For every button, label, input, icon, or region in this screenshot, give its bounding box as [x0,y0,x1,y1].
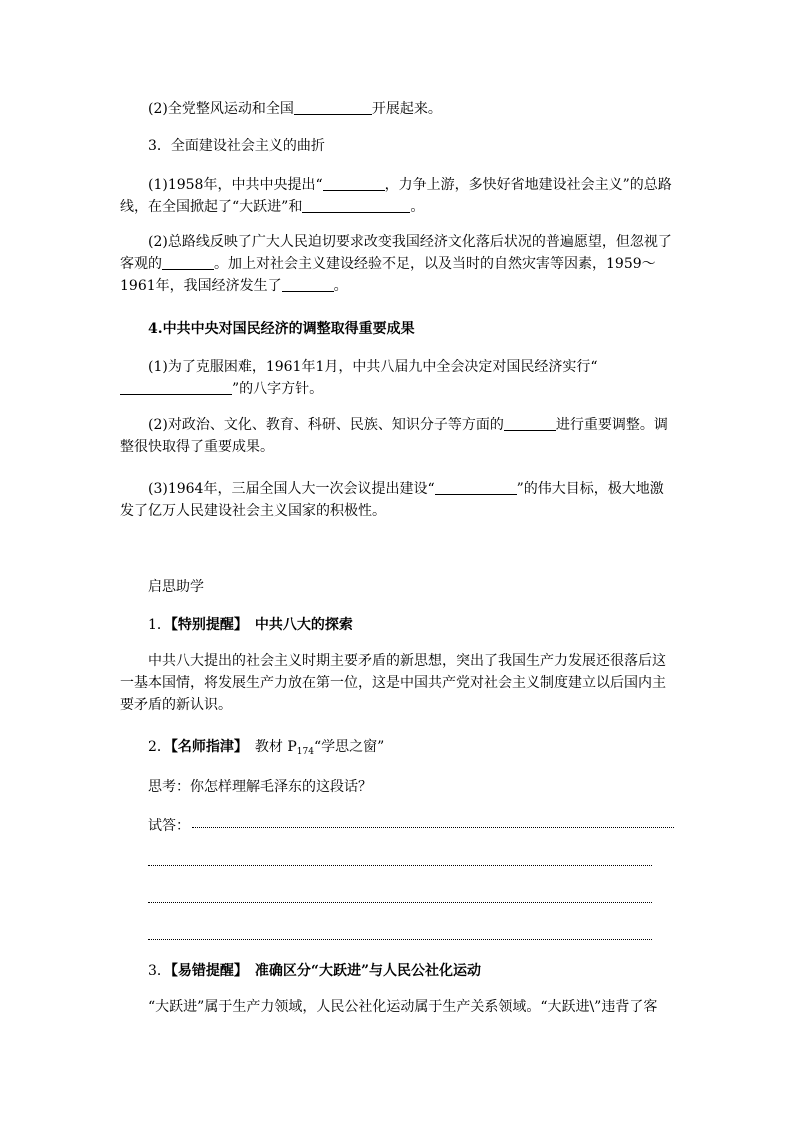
fill-blank [120,380,232,395]
item-number: 2． [148,739,171,755]
tag-label: 【特别提醒】 [170,617,241,633]
think-question: 思考：你怎样理解毛泽东的这段话？ [148,779,372,795]
text: 进行重要调整。调整很快取得了重要成果。 [120,417,668,455]
answer-line[interactable] [148,865,652,866]
text: ，力争上游，多快好省地建设社会主义”的总路线，在全国掀起了“大跃进”和 [120,177,672,215]
text: ”的八字方针。 [232,381,324,397]
paragraph-general-line [120,231,676,297]
text: 。 [410,199,425,215]
page-subscript: 174 [296,747,314,757]
tip-title: 准确区分“大跃进”与人民公社化运动 [254,963,482,979]
tip-2-heading [120,736,676,763]
section-title: 启思助学 [148,579,204,595]
text: (2)对政治、文化、教育、科研、民族、知识分子等方面的 [148,417,504,433]
text: ”的伟大目标，极大地激发了亿万人民建设社会主义国家的积极性。 [120,481,664,519]
fill-blank [162,255,214,270]
tag-label: 【名师指津】 [170,739,241,755]
heading-4: 4.中共中央对国民经济的调整取得重要成果 [148,321,415,337]
fill-blank [323,176,385,191]
text: 。 [333,278,348,294]
text: (2)总路线反映了广大人民迫切要求改变我国经济文化落后状况的普遍愿望，但忽视了客观的 [120,234,672,272]
text: 。加上对社会主义建设经验不足，以及当时的自然灾害等因素，1959～1961年，我国经济发生了 [120,256,656,294]
paragraph-1961 [120,356,676,400]
tip-title: 中共八大的探索 [254,617,353,633]
fill-blank [435,480,517,495]
paragraph-1958 [120,174,676,218]
fill-blank [294,100,372,115]
paragraph-adjustment [120,414,676,458]
text: (1)1958年，中共中央提出“ [148,177,323,193]
text: (2)全党整风运动和全国 [148,101,294,117]
answer-label: 试答： [148,818,190,834]
tip-3-body: “大跃进”属于生产力领域，人民公社化运动属于生产关系领域。“大跃进\”违背了客 [148,999,658,1015]
heading-3: 3．全面建设社会主义的曲折 [148,138,325,154]
text: 开展起来。 [371,101,442,117]
item-number: 1． [148,617,171,633]
text: 教材 P [254,739,297,755]
answer-line[interactable] [148,902,652,903]
tip-3-heading [120,960,676,982]
fill-blank [282,277,334,292]
tip-1-heading [120,614,676,636]
paragraph-1964 [120,478,676,522]
fill-blank [504,416,556,431]
item-number: 3． [148,963,171,979]
text: (3)1964年，三届全国人大一次会议提出建设“ [148,481,435,497]
fill-blank [302,198,410,213]
text: (1)为了克服困难，1961年1月，中共八届九中全会决定对国民经济实行“ [148,359,598,375]
tag-label: 【易错提醒】 [170,963,241,979]
answer-line[interactable] [192,827,674,828]
text: “学思之窗” [313,739,385,755]
line-rectification [120,98,676,120]
tip-1-body: 中共八大提出的社会主义时期主要矛盾的新思想，突出了我国生产力发展还很落后这一基本国情，将发展生产力放在第一位，这是中国共产党对社会主义制度建立以后国内主要矛盾的新认识。 [120,653,666,713]
answer-line[interactable] [148,939,652,940]
